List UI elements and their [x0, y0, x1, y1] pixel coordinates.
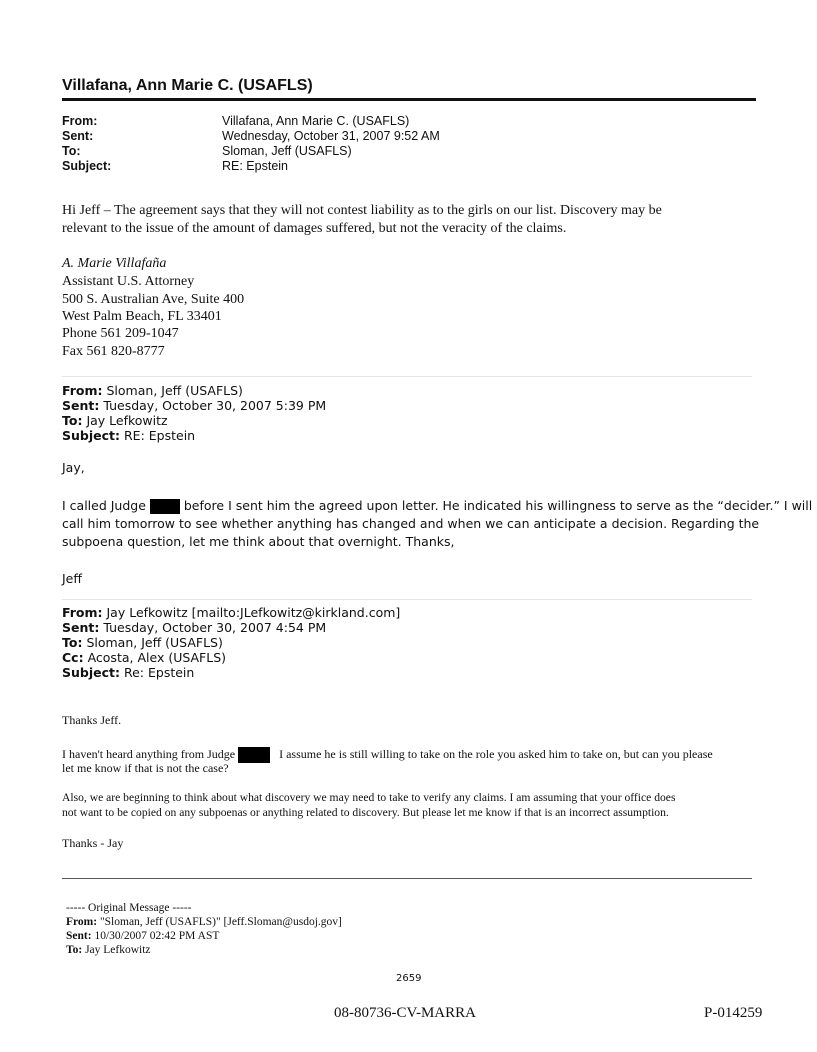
redaction-box: [238, 747, 270, 763]
original-message-divider: [62, 878, 752, 879]
message-divider: [62, 376, 752, 377]
reply1-body-line: Hi Jeff – The agreement says that they will not contest liability as to the girls on our list. Discovery may be: [62, 203, 662, 218]
reply2-greeting: Jay,: [62, 460, 85, 475]
reply3-from: From: Jay Lefkowitz [mailto:JLefkowitz@kirkland.com]: [62, 605, 401, 620]
reply2-subject: Subject: RE: Epstein: [62, 428, 196, 443]
document-title: Villafana, Ann Marie C. (USAFLS): [62, 77, 313, 94]
reply3-body-line: I haven't heard anything from Judge I assume he is still willing to take on the role you asked him to take on, but can you please: [62, 747, 713, 763]
reply3-cc: Cc: Acosta, Alex (USAFLS): [62, 650, 227, 665]
redaction-box: [150, 499, 180, 514]
case-number: 08-80736-CV-MARRA: [334, 1005, 476, 1021]
reply3-body-line: not want to be copied on any subpoenas or anything related to discovery. But please let me know if that is an incorrect assumption.: [62, 806, 669, 819]
reply3-greeting: Thanks Jeff.: [62, 713, 122, 727]
page-number: 2659: [396, 973, 422, 984]
subject-label: Subject:: [62, 159, 112, 173]
message-divider: [62, 599, 752, 600]
reply2-sent: Sent: Tuesday, October 30, 2007 5:39 PM: [62, 398, 327, 413]
reply3-signoff: Thanks - Jay: [62, 836, 124, 850]
signature-fax: Fax 561 820-8777: [62, 344, 165, 359]
signature-name: A. Marie Villafaña: [62, 256, 167, 271]
original-message-marker: ----- Original Message -----: [66, 902, 192, 914]
reply3-sent: Sent: Tuesday, October 30, 2007 4:54 PM: [62, 620, 327, 635]
original-sent: Sent: 10/30/2007 02:42 PM AST: [66, 930, 220, 942]
from-value: Villafana, Ann Marie C. (USAFLS): [222, 114, 410, 128]
sent-value: Wednesday, October 31, 2007 9:52 AM: [222, 129, 440, 143]
bates-number: P-014259: [704, 1005, 763, 1021]
reply3-to: To: Sloman, Jeff (USAFLS): [62, 635, 223, 650]
reply3-body-line: let me know if that is not the case?: [62, 761, 229, 775]
to-value: Sloman, Jeff (USAFLS): [222, 144, 352, 158]
signature-title: Assistant U.S. Attorney: [62, 274, 195, 289]
reply3-subject: Subject: Re: Epstein: [62, 665, 195, 680]
signature-phone: Phone 561 209-1047: [62, 326, 179, 341]
reply1-body-line: relevant to the issue of the amount of damages suffered, but not the veracity of the claims.: [62, 221, 567, 236]
original-from: From: "Sloman, Jeff (USAFLS)" [Jeff.Sloman@usdoj.gov]: [66, 916, 342, 928]
reply3-body-line: Also, we are beginning to think about what discovery we may need to take to verify any claims. I am assuming that your office does: [62, 791, 676, 804]
title-divider: [62, 98, 756, 101]
to-label: To:: [62, 144, 81, 158]
signature-address-line: 500 S. Australian Ave, Suite 400: [62, 292, 245, 307]
original-to: To: Jay Lefkowitz: [66, 944, 151, 956]
reply2-body-line: subpoena question, let me think about that overnight. Thanks,: [62, 534, 455, 549]
from-label: From:: [62, 114, 98, 128]
reply2-body-line: I called Judge before I sent him the agreed upon letter. He indicated his willingness to serve as the “decider.” I will: [62, 498, 813, 513]
sent-label: Sent:: [62, 129, 94, 143]
subject-value: RE: Epstein: [222, 159, 289, 173]
signature-address-line: West Palm Beach, FL 33401: [62, 309, 222, 324]
reply2-to: To: Jay Lefkowitz: [62, 413, 168, 428]
reply2-signoff: Jeff: [62, 571, 82, 586]
reply2-body-line: call him tomorrow to see whether anything has changed and when we can anticipate a decision. Regarding the: [62, 516, 760, 531]
reply2-from: From: Sloman, Jeff (USAFLS): [62, 383, 243, 398]
